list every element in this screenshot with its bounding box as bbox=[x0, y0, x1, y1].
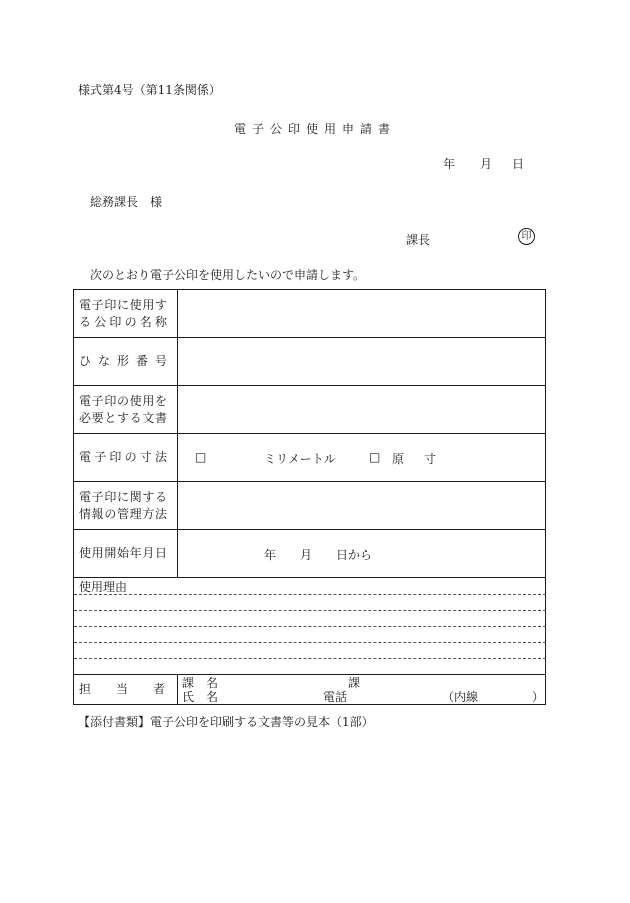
row-template-no bbox=[74, 338, 546, 386]
label-template-no: ひな形番号 bbox=[74, 338, 178, 386]
field-person bbox=[178, 675, 546, 705]
start-month: 月 bbox=[300, 548, 313, 562]
reason-label: 使用理由 bbox=[79, 580, 128, 594]
seal-mark-icon: 印 bbox=[518, 228, 535, 245]
row-management bbox=[74, 482, 546, 530]
date-day: 日 bbox=[512, 157, 525, 171]
label-documents: 電子印の使用を 必要とする文書 bbox=[74, 386, 178, 434]
size-actual-label-1: 原 bbox=[392, 452, 405, 466]
label-start-date: 使用開始年月日 bbox=[74, 530, 178, 578]
phone-label: 電話 bbox=[323, 690, 348, 704]
row-person bbox=[74, 675, 546, 705]
size-mm-checkbox[interactable]: □ bbox=[195, 450, 207, 464]
attachments-note: 【添付書類】電子公印を印刷する文書等の見本（1部） bbox=[78, 715, 374, 729]
row-start-date bbox=[74, 530, 546, 578]
label-size: 電子印の寸法 bbox=[74, 434, 178, 482]
size-mm-label: ミリメートル bbox=[264, 452, 336, 466]
applicant-title: 課長 bbox=[406, 233, 431, 247]
dept-label: 課 名 bbox=[182, 676, 219, 690]
reason-line-1 bbox=[74, 594, 546, 595]
intro-text: 次のとおり電子公印を使用したいので申請します。 bbox=[90, 268, 366, 282]
field-seal-name[interactable] bbox=[178, 290, 546, 338]
dept-suffix: 課 bbox=[348, 676, 361, 690]
name-label: 氏 名 bbox=[182, 690, 219, 704]
label-seal-name: 電子印に使用す る公印の名称 bbox=[74, 290, 178, 338]
form-number: 様式第4号（第11条関係） bbox=[78, 83, 221, 97]
reason-line-5 bbox=[74, 658, 546, 659]
field-documents[interactable] bbox=[178, 386, 546, 434]
field-start-date[interactable] bbox=[178, 530, 546, 578]
label-management: 電子印に関する 情報の管理方法 bbox=[74, 482, 178, 530]
field-management[interactable] bbox=[178, 482, 546, 530]
start-day: 日から bbox=[336, 548, 373, 562]
start-year: 年 bbox=[264, 548, 277, 562]
date-month: 月 bbox=[480, 157, 493, 171]
size-actual-label-2: 寸 bbox=[424, 452, 437, 466]
field-template-no[interactable] bbox=[178, 338, 546, 386]
extension-close: ） bbox=[532, 690, 545, 704]
addressee: 総務課長 様 bbox=[90, 195, 163, 209]
row-reason bbox=[74, 578, 546, 675]
reason-line-3 bbox=[74, 626, 546, 627]
row-size bbox=[74, 434, 546, 482]
label-person: 担当者 bbox=[74, 675, 178, 705]
application-table bbox=[73, 289, 546, 705]
field-size bbox=[178, 434, 546, 482]
row-documents bbox=[74, 386, 546, 434]
row-seal-name bbox=[74, 290, 546, 338]
reason-line-4 bbox=[74, 642, 546, 643]
reason-line-2 bbox=[74, 610, 546, 611]
page-title: 電子公印使用申請書 bbox=[233, 122, 396, 136]
field-reason[interactable] bbox=[74, 578, 546, 675]
date-year: 年 bbox=[443, 157, 456, 171]
size-actual-checkbox[interactable]: □ bbox=[369, 450, 381, 464]
extension-open: （内線 bbox=[442, 690, 479, 704]
